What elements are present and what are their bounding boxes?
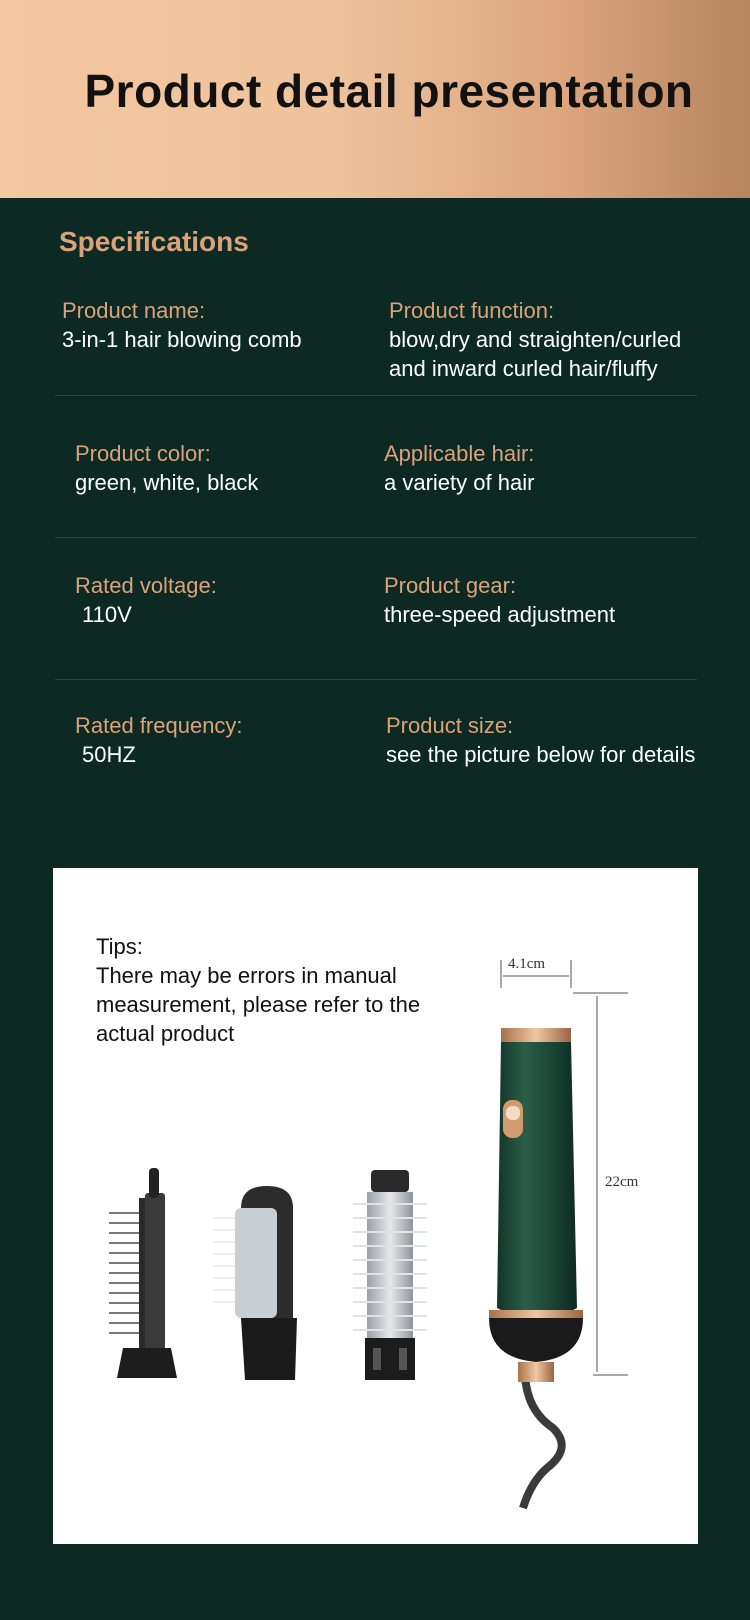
hair-dryer-body <box>489 1028 583 1508</box>
divider <box>55 395 697 396</box>
spec-product-color <box>75 439 258 497</box>
tips-text: actual product <box>96 1021 235 1046</box>
spec-value: and inward curled hair/fluffy <box>389 356 658 381</box>
spec-value: 50HZ <box>82 742 136 767</box>
paddle-brush-attachment <box>213 1186 297 1380</box>
specifications-title: Specifications <box>59 226 249 257</box>
spec-value: green, white, black <box>75 470 259 495</box>
page-title: Product detail presentation <box>84 65 694 117</box>
spec-product-function <box>389 296 681 383</box>
spec-value: a variety of hair <box>384 470 535 495</box>
tips-text: measurement, please refer to the <box>96 992 421 1017</box>
divider <box>55 537 697 538</box>
tips-title: Tips: <box>96 934 143 959</box>
spec-value: see the picture below for details <box>386 742 696 767</box>
spec-product-gear <box>384 571 615 629</box>
height-dimension-label: 22cm <box>605 1174 639 1190</box>
spec-value: 110V <box>82 602 132 627</box>
round-brush-attachment <box>353 1170 427 1380</box>
spec-label: Applicable hair: <box>384 441 535 466</box>
spec-label: Rated frequency: <box>75 713 243 738</box>
spec-rated-frequency <box>75 711 243 769</box>
width-dimension-label: 4.1cm <box>508 956 546 972</box>
product-illustration <box>53 868 698 1544</box>
comb-attachment <box>109 1168 177 1378</box>
product-image-panel <box>53 868 698 1544</box>
spec-product-name <box>62 296 302 354</box>
divider <box>55 679 697 680</box>
spec-product-size <box>386 711 695 769</box>
spec-label: Product color: <box>75 441 211 466</box>
spec-applicable-hair <box>384 439 534 497</box>
spec-label: Product function: <box>389 298 555 323</box>
spec-rated-voltage <box>75 571 217 629</box>
spec-value: 3-in-1 hair blowing comb <box>62 327 302 352</box>
spec-label: Product size: <box>386 713 514 738</box>
spec-value: blow,dry and straighten/curled <box>389 327 682 352</box>
tips-text: There may be errors in manual <box>96 963 397 988</box>
spec-label: Product name: <box>62 298 206 323</box>
spec-value: three-speed adjustment <box>384 602 616 627</box>
spec-label: Product gear: <box>384 573 517 598</box>
spec-label: Rated voltage: <box>75 573 217 598</box>
header-banner <box>0 0 750 198</box>
